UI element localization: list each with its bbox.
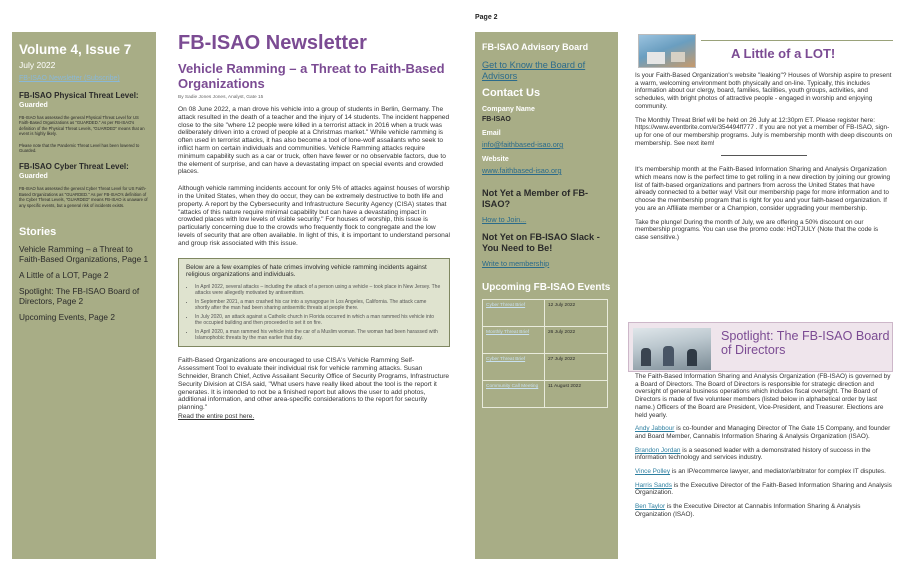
physical-threat-note: FB-ISAO has assessed the general Physical Threat Level for US Faith-Based Organizations as "GUARDED." As per FB-ISAO's definition of the Physical Threat Levels, "GUARDED" means that an event is highly likely. [19,115,145,137]
article-byline: By Sadie Jones Jones, Analyst, Gate 15 [178,95,264,100]
header-rule [701,40,893,41]
page2-main [635,32,893,242]
subscribe-link[interactable]: FB-ISAO Newsletter (Subscribe) [19,75,120,82]
lot-title: A Little of a LOT! [731,46,836,61]
event-name[interactable]: Community Call Meeting [483,381,545,408]
newsletter-title: FB-ISAO Newsletter [178,32,367,54]
board-member-name[interactable]: Brandon Jordan [635,446,681,454]
member-heading: Not Yet a Member of FB-ISAO? [482,188,589,209]
lot-paragraph-3: It's membership month at the Faith-Based Information Sharing and Analysis Organization which means now is the perfect time to get rolling in a new direction by joining our growing list of faith-based organizations and partners from across the United States that have already connected to a better way! Visit our membership page for more information and to choose the membership program that is right for you and your faith-based organization. If you are an Affiliate member or a Champion, consider upgrading your membership. [635,166,891,212]
cyber-threat-label: FB-ISAO Cyber Threat Level: [19,162,129,172]
spotlight-banner [628,322,893,372]
board-member-bio: is the Executive Director at Cannabis Information Sharing & Analysis Organization (ISAO). [635,503,861,518]
board-member [635,503,893,518]
physical-threat-label: FB-ISAO Physical Threat Level: [19,91,139,100]
example-item: • In July 2020, an attack against a Catholic church in Florida occurred in which a man rammed his vehicle into the occupied building and then proceeded to set it on fire. [195,314,442,326]
event-date: 12 July 2022 [545,300,608,327]
desk-shape [647,52,665,64]
table-row [483,300,608,327]
pandemic-threat-note: Please note that the Pandemic Threat Level has been lowered to Guarded. [19,142,140,154]
company-value: FB-ISAO [482,116,511,123]
spotlight-intro: The Faith-Based Information Sharing and Analysis Organization (FB-ISAO) is governed by a Board of Directors. The Board of Directors is responsible for strategic direction and oversight of general business operations which includes fiscal oversight. The Board of Directors is made of five volunteer members (listed below in alphabetical order by last name.) Officers of the Board are President, Vice-President, and Treasurer. Elections are held yearly. [635,373,891,419]
advisory-board-link[interactable]: Get to Know the Board of Advisors [482,60,586,81]
callout-heading: Below are a few examples of hate crimes involving vehicle ramming incidents against religious organizations and individuals. [186,263,427,279]
examples-callout [178,258,450,348]
example-item: • In September 2021, a man crashed his car into a synagogue in Los Angeles, California. The attack came shortly after the man had been sharing antisemitic threats at people there. [195,299,442,311]
contact-heading: Contact Us [482,87,541,99]
lot-paragraph-1: Is your Faith-Based Organization's website "leaking"? Houses of Worship aspire to present a warm, welcoming environment both physically and on-line. Typically, this includes information about our clergy, board, families, facilities, youth groups, activities, and schedules, with bright photos of attractive people - engaged in worship and enjoying community. [635,72,892,110]
person-shape [687,349,697,366]
email-label: Email [482,130,501,137]
board-member-name[interactable]: Vince Polley [635,468,671,476]
story-item[interactable]: Upcoming Events, Page 2 [19,312,115,323]
advisory-heading: FB-ISAO Advisory Board [482,42,589,52]
spotlight-body [635,372,893,519]
company-label: Company Name [482,106,535,113]
story-item[interactable]: Spotlight: The FB-ISAO Board of Directors, Page 2 [19,286,140,307]
events-table [482,299,608,408]
physical-threat-value: Guarded [19,102,48,109]
board-member [635,468,893,476]
article-title: Vehicle Ramming – a Threat to Faith-Based Organizations [178,61,445,91]
board-member [635,425,893,440]
board-member-name[interactable]: Harris Sands [635,481,672,489]
cyber-threat-value: Guarded [19,173,48,181]
story-item[interactable]: A Little of a LOT, Page 2 [19,270,109,281]
section-divider [721,155,807,156]
person-shape [641,348,651,366]
lot-header [635,32,893,68]
page-label: Page 2 [475,14,498,21]
event-name[interactable]: Cyber Threat Brief [483,300,545,327]
membership-link[interactable]: Write to membership [482,259,550,268]
lot-paragraph-4: Take the plunge! During the month of July, we are offering a 50% discount on our membership programs. You can use the promo code: HOTJULY (Note that the code is case sensitive.) [635,218,879,241]
article-paragraph-2: Although vehicle ramming incidents account for only 5% of attacks against houses of worship in the United States, when they do occur, they can be extremely destructive to both life and property. A report by the Cybersecurity and Infrastructure Security Agency (CISA) states that "attacks of this nature require minimal capability but can have a devastating impact in crowded places with low levels of visible security." For houses of worship, this issue is particularly concerning due to the crowds who frequently flock to congregate and the low levels of security that are often available. In light of this, it is important to understand personal and group risk associated with this issue. [178,185,450,247]
board-member-bio: is the Executive Director of the Faith-Based Information Sharing and Analysis Organization. [635,481,892,497]
meeting-photo [633,328,711,370]
article-paragraph-1: On 08 June 2022, a man drove his vehicle into a group of students in Berlin, Germany. The attack resulted in the death of a teacher and the injury of 14 students. The incident happened close to the site "where 12 people were killed in a terrorist attack in 2016 when a truck was deliberately driven into a crowd of people at a Christmas market." While vehicle ramming is often used in terrorist attacks, it has also become a tool of lone-wolf assailants who seek to inflict harm on certain individuals and communities. Vehicle Ramming attacks require minimum capability such as a car or truck, often have fewer or no observable factors, due to the element of surprise, and can have a devastating impact on special events and crowded places. [178,106,450,176]
board-member-bio: is a seasoned leader with a demonstrated history of success in the information technology and services industry. [635,446,871,462]
join-link[interactable]: How to Join... [482,215,527,224]
board-member [635,482,893,497]
desk-shape [671,52,685,62]
table-row [483,354,608,381]
stories-heading: Stories [19,226,57,239]
board-member-bio: is an IP/ecommerce lawyer, and mediator/arbitrator for complex IT disputes. [671,468,886,476]
email-link[interactable]: info@faithbased-isao.org [482,140,564,149]
board-member-name[interactable]: Ben Taylor [635,503,666,511]
spotlight-title: Spotlight: The FB-ISAO Board of Directors [721,329,890,357]
cyber-threat-note: FB-ISAO has assessed the general Cyber Threat Level for US Faith-Based Organizations as "GUARDED." As per FB-ISAO's definition of the Cyber Threat Levels, "GUARDED" means FB-ISAO is unaware of any specific events, but a general risk of incidents exists. [19,186,148,208]
person-shape [663,346,674,366]
example-item: • In April 2020, a man rammed his vehicle into the car of a Muslim woman. The woman had been harassed with Islamophobic threats by the man earlier that day. [195,329,442,341]
office-photo [638,34,696,68]
board-member-name[interactable]: Andy Jabbour [635,425,675,433]
issue-month: July 2022 [19,60,56,70]
slack-heading: Not Yet on FB-ISAO Slack - You Need to Be! [482,232,600,253]
read-more-link[interactable]: Read the entire post here. [178,413,255,421]
table-row [483,381,608,408]
board-member [635,447,893,462]
event-name[interactable]: Monthly Threat Brief [483,327,545,354]
examples-list [195,284,442,342]
event-date: 26 July 2022 [545,327,608,354]
page2-sidebar [475,32,618,559]
table-row [483,327,608,354]
story-item[interactable]: Vehicle Ramming – a Threat to Faith-Based Organizations, Page 1 [19,244,149,265]
page1-main [178,32,450,421]
event-date: 27 July 2022 [545,354,608,381]
page1-sidebar [12,32,156,559]
event-date: 11 August 2022 [545,381,608,408]
website-link[interactable]: www.faithbased-isao.org [482,166,562,175]
website-label: Website [482,156,509,163]
events-heading: Upcoming FB-ISAO Events [482,282,611,293]
example-item: • In April 2022, several attacks – including the attack of a person using a vehicle – took place in New Jersey. The attacks were allegedly motivated by antisemitism. [195,284,442,296]
article-paragraph-3: Faith-Based Organizations are encouraged to use CISA's Vehicle Ramming Self-Assessment Tool to evaluate their individual risk for vehicle ramming attacks. Susan Schneider, Branch Chief, Active Assailant Security Office of Security Programs, Infrastructure Security Division at CISA said, "What users have really liked about the tool is the report it generates. It is intended to not be a finished report but allows the user to add photos, additional information, and other area-specific considerations to the report for security planning." [178,357,450,412]
board-member-bio: is co-founder and Managing Director of The Gate 15 Company, and founder and Board Member, Cannabis Information Sharing & Analysis Organization (ISAO). [635,425,891,440]
lot-paragraph-2: The Monthly Threat Brief will be held on 26 July at 12:30pm ET. Please register here: https://www.eventbrite.com/e/354494ff777 . If you are not yet a member of FB-ISAO, sign-up for one of our membership programs. July is membership month with deep discounts on membership. See next item! [635,116,893,147]
volume-issue: Volume 4, Issue 7 [19,42,132,57]
event-name[interactable]: Cyber Threat Brief [483,354,545,381]
